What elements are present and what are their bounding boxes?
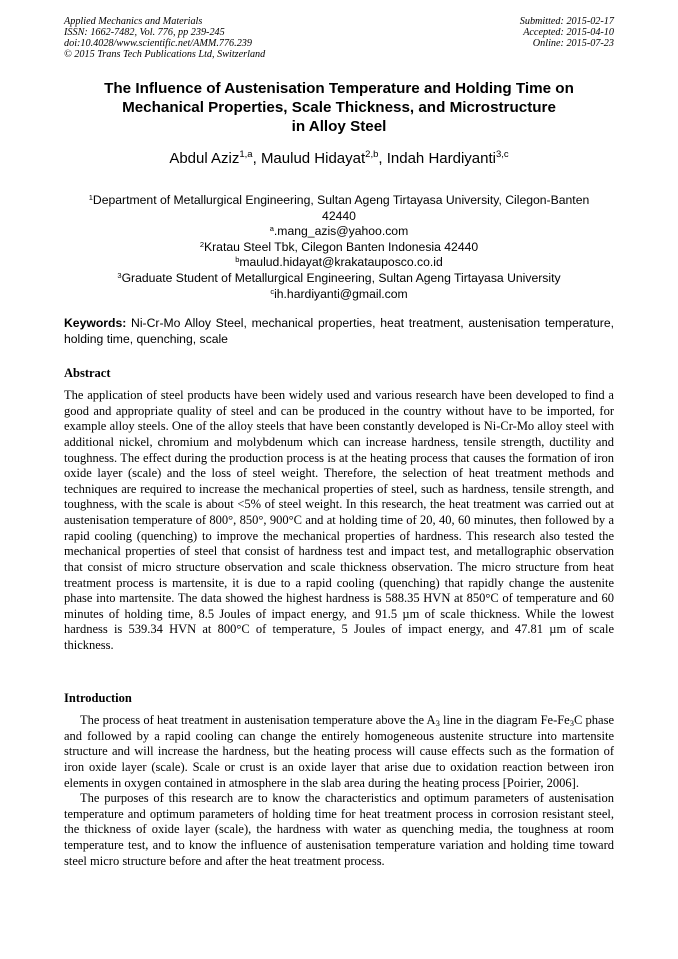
affiliation-1 [64, 193, 614, 209]
text-run: line in the diagram Fe-Fe [439, 713, 570, 727]
journal-issn: ISSN: 1662-7482, Vol. 776, pp 239-245 [64, 27, 225, 38]
email-b [64, 255, 614, 271]
journal-name: Applied Mechanics and Materials [64, 16, 203, 27]
author-name: Indah Hardiyanti [386, 150, 496, 167]
email-text: maulud.hidayat@krakatauposco.co.id [239, 255, 443, 270]
keywords [64, 316, 614, 347]
affiliation-mark: 3 [117, 270, 122, 280]
author-separator: , [252, 150, 261, 167]
title-line: The Influence of Austenisation Temperature and Holding Time on [104, 80, 574, 97]
author-affiliation-mark: 2,b [365, 149, 379, 160]
affiliation-text: Department of Metallurgical Engineering, Sultan Ageng Tirtayasa University, Cilegon-Banten [92, 193, 590, 207]
introduction-paragraph: The purposes of this research are to know the characteristics and optimum parameters of austenisation temperature and optimum parameters of holding time for heat treatment process in corrosion resistant steel, the thickness of oxide layer (scale), the hardness with water as quenching media, the toughness at room temperature test, and to know the influence of austenisation temperature variation and holding time toward steel micro structure before and after the heat treatment process. [64, 791, 614, 868]
email-mark: b [235, 255, 240, 265]
affiliation-3 [64, 271, 614, 287]
abstract-heading: Abstract [64, 366, 111, 380]
affiliations [64, 193, 614, 302]
email-a [64, 224, 614, 240]
affiliation-1-postcode: 42440 [322, 208, 356, 223]
affiliation-text: Kratau Steel Tbk, Cilegon Banten Indonesia 42440 [203, 239, 479, 254]
subscript: 3 [435, 718, 440, 728]
subscript: 3 [569, 718, 574, 728]
title-line: in Alloy Steel [291, 118, 387, 135]
affiliation-text: Graduate Student of Metallurgical Engineering, Sultan Ageng Tirtayasa University [121, 270, 561, 285]
keywords-text: Ni-Cr-Mo Alloy Steel, mechanical properties, heat treatment, austenisation temperature, holding time, quenching, scale [64, 316, 614, 346]
accepted-date: Accepted: 2015-04-10 [523, 27, 614, 38]
journal-header-left [64, 16, 265, 60]
author-name: Maulud Hidayat [260, 150, 366, 167]
author-list [64, 149, 614, 169]
author-separator: , [378, 150, 387, 167]
email-text: .mang_azis@yahoo.com [273, 224, 409, 239]
email-mark: c [270, 286, 275, 296]
title-line: Mechanical Properties, Scale Thickness, and Microstructure [122, 99, 556, 116]
email-text: ih.hardiyanti@gmail.com [274, 286, 408, 301]
email-mark: a [269, 224, 274, 234]
journal-copyright: © 2015 Trans Tech Publications Ltd, Switzerland [64, 49, 266, 60]
email-c [64, 287, 614, 303]
affiliation-mark: 2 [199, 239, 204, 249]
affiliation-2 [64, 240, 614, 256]
text-run: C phase and followed by a rapid cooling can change the entirely homogeneous austenite structure into martensite structure and will increase the hardness, but the heating process will cause effects such as the formation of iron oxide layer (scale). Scale or crust is an oxide layer that arise due to oxidation reaction between iron elements in oxygen contained in atmosphere in the slab area during the heating process [Poirier, 2006]. [64, 713, 614, 790]
author-affiliation-mark: 1,a [239, 149, 253, 160]
author-affiliation-mark: 3,c [495, 149, 509, 160]
online-date: Online: 2015-07-23 [532, 38, 614, 49]
abstract-paragraph: The application of steel products have been widely used and various research have been developed to find a good and appropriate quality of steel and can be produced in the country without have to be imported, for example alloy steels. One of the alloy steels that have been constantly developed is Ni-Cr-Mo alloy steel with additional nickel, chromium and molybdenum which can increase hardness, tensile strength, ductility and toughness. The effect during the production process is at the heating process that causes the formation of iron oxide layer (scale) and the loss of steel weight. Therefore, the selection of heat treatment methods and techniques are required to increase the mechanical properties of steel, such as hardness, tensile strength, and toughness, with the scale is about <5% of steel weight. In this research, the heat treatment was carried out at austenisation temperature of 800°, 850°, 900°C and at holding time of 20, 40, 60 minutes, then followed by a rapid cooling (quenching) to improve the mechanical properties of hardness. This research also tested the mechanical properties of steel that consist of hardness test and impact test, and metallographic observation that consist of micro structure observation and scale thickness observation. The micro structure from heat treatment process is martensite, it is due to a rapid cooling (quenching) that rapidly change the austenite phase into martensite. The data showed the highest hardness is 588.35 HVN at 850°C of temperature and 60 minutes of holding time, 8.5 Joules of impact energy, and 91.5 µm of scale thickness. While the lowest hardness is 539.34 HVN at 800°C of temperature, 5 Joules of impact energy, and 47.81 µm of scale thickness. [64, 388, 614, 652]
journal-header-right [520, 16, 614, 49]
keywords-label: Keywords: [64, 316, 127, 330]
paper-title [64, 79, 614, 136]
text-run: The process of heat treatment in austenisation temperature above the A [80, 713, 436, 727]
author-name: Abdul Aziz [169, 150, 240, 167]
introduction-heading: Introduction [64, 691, 132, 705]
introduction-paragraph [64, 713, 614, 791]
submitted-date: Submitted: 2015-02-17 [519, 16, 614, 27]
introduction-body [64, 713, 614, 869]
journal-doi: doi:10.4028/www.scientific.net/AMM.776.239 [64, 38, 252, 49]
affiliation-mark: 1 [88, 193, 93, 202]
abstract-body [64, 388, 614, 654]
